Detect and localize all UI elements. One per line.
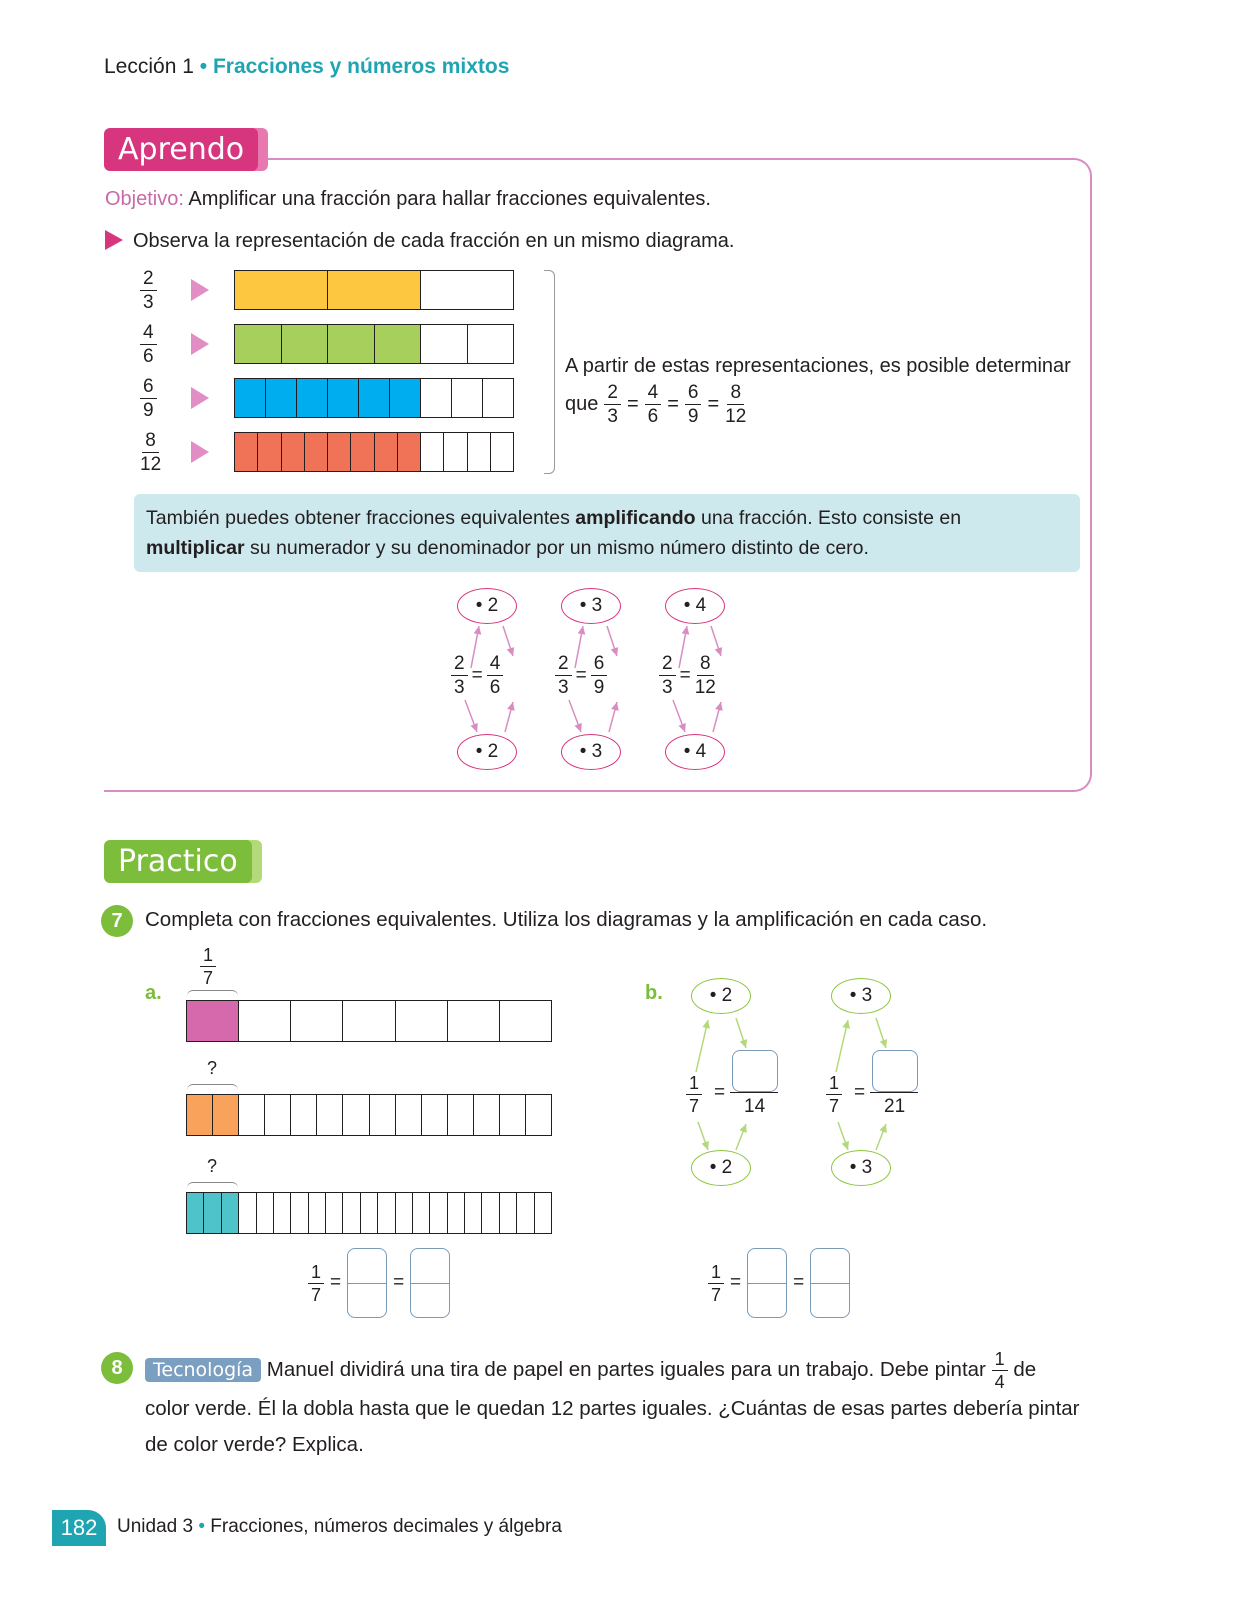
multiplier-oval-bottom <box>691 1150 751 1186</box>
bar-cell-filled <box>375 325 422 363</box>
play-triangle-icon <box>191 279 209 301</box>
multiplier-oval-bottom <box>831 1150 891 1186</box>
equals-sign: = <box>854 1082 866 1103</box>
bar-cell-empty <box>430 1193 447 1233</box>
info-text: una fracción. Esto consiste en <box>695 507 962 529</box>
numerator: 1 <box>200 946 216 967</box>
bar-cell-empty <box>474 1095 500 1135</box>
row-fraction <box>140 431 161 474</box>
amplified-fraction <box>487 654 504 697</box>
conclusion-text: A partir de estas representaciones, es posible determinar <box>565 355 1071 377</box>
fraction-line <box>348 1283 386 1284</box>
bar-cell-empty <box>491 433 513 471</box>
bar-cell-empty <box>309 1193 326 1233</box>
bar-cell-empty <box>326 1193 343 1233</box>
bar-cell-filled <box>328 325 375 363</box>
bar-cell-empty <box>370 1095 396 1135</box>
bar-cell-empty <box>378 1193 395 1233</box>
numerator: 1 <box>686 1074 702 1095</box>
fraction-line <box>870 1092 918 1093</box>
bar-cell-empty <box>422 1095 448 1135</box>
multiplier-oval-bottom <box>561 734 621 770</box>
bar-cell-filled <box>351 433 374 471</box>
numerator: 2 <box>451 654 468 676</box>
bar-cell-empty <box>448 1193 465 1233</box>
denominator: 3 <box>454 677 465 698</box>
row-fraction <box>140 323 157 366</box>
target-denominator: 14 <box>744 1096 766 1117</box>
info-text: También puedes obtener fracciones equivalentes <box>146 507 576 529</box>
denominator: 9 <box>687 406 699 427</box>
unit-fraction-label <box>200 946 216 987</box>
equals-sign: = <box>626 393 639 415</box>
part-a-label: a. <box>145 982 162 1004</box>
amplified-fraction <box>591 654 608 697</box>
play-triangle-icon <box>191 441 209 463</box>
numerator: 4 <box>487 654 504 676</box>
bar-cell-empty <box>239 1095 265 1135</box>
bar-cell-empty <box>421 325 468 363</box>
numerator: 2 <box>604 383 621 405</box>
bar-cell-filled <box>222 1193 239 1233</box>
answer-fraction-box[interactable] <box>810 1248 850 1318</box>
info-bold: multiplicar <box>146 537 245 559</box>
info-box <box>134 494 1080 572</box>
denominator: 9 <box>143 400 154 421</box>
bar-cell-empty <box>468 325 514 363</box>
question-mark-label: ? <box>207 1058 218 1078</box>
multiplier-text: • 2 <box>709 1157 733 1178</box>
practice-bar <box>186 1000 552 1042</box>
equals-sign: = <box>575 664 587 686</box>
conclusion-equation <box>565 383 746 426</box>
bar-cell-filled <box>328 433 351 471</box>
amplification-equation <box>555 654 607 697</box>
fraction-line <box>730 1092 778 1093</box>
bar-cell-empty <box>361 1193 378 1233</box>
objetivo <box>105 188 711 211</box>
answer-fraction-box[interactable] <box>747 1248 787 1318</box>
fraction-bar <box>234 270 514 310</box>
multiplier-text: • 2 <box>475 741 499 762</box>
bar-cell-empty <box>343 1001 395 1041</box>
bar-cell-filled <box>297 379 328 417</box>
bar-cell-empty <box>396 1095 422 1135</box>
row-fraction <box>140 269 157 312</box>
bar-cell-empty <box>500 1095 526 1135</box>
multiplier-text: • 4 <box>683 595 707 616</box>
part-b-label: b. <box>645 982 663 1004</box>
numerator: 6 <box>140 377 157 399</box>
denominator: 9 <box>593 677 605 698</box>
bar-cell-empty <box>291 1095 317 1135</box>
numerator: 8 <box>697 654 714 676</box>
small-brace-icon <box>187 1084 238 1091</box>
denominator: 12 <box>140 454 162 475</box>
denominator: 6 <box>143 346 154 367</box>
bar-cell-filled <box>258 433 281 471</box>
question-mark-label: ? <box>207 1156 218 1176</box>
amplified-fraction <box>695 654 716 697</box>
amplification-exercise <box>826 978 926 1190</box>
bar-cell-filled <box>235 325 282 363</box>
fraction-bar <box>234 432 514 472</box>
tecnologia-tag: Tecnología <box>145 1358 261 1382</box>
play-triangle-icon <box>191 333 209 355</box>
bar-cell-empty <box>468 433 491 471</box>
question-7-number: 7 <box>101 905 133 937</box>
amplification-equation <box>451 654 503 697</box>
fraction-one-fourth <box>992 1350 1008 1391</box>
equals-sign: = <box>714 1082 726 1103</box>
bar-cell-filled <box>266 379 297 417</box>
bar-cell-filled <box>390 379 421 417</box>
bar-cell-empty <box>274 1193 291 1233</box>
objetivo-text: Amplificar una fracción para hallar fracciones equivalentes. <box>188 188 711 210</box>
amplification-diagram <box>662 588 745 772</box>
amplification-equation <box>659 654 716 697</box>
multiplier-text: • 3 <box>849 1157 873 1178</box>
bar-cell-empty <box>465 1193 482 1233</box>
bar-cell-filled <box>235 379 266 417</box>
bar-cell-filled <box>235 433 258 471</box>
multiplier-oval-bottom <box>665 734 725 770</box>
answer-fraction-box[interactable] <box>347 1248 387 1318</box>
bar-cell-empty <box>421 379 452 417</box>
bar-cell-empty <box>343 1095 369 1135</box>
bar-cell-empty <box>448 1095 474 1135</box>
multiplier-text: • 2 <box>709 985 733 1006</box>
info-bold: amplificando <box>575 507 696 529</box>
page-number: 182 <box>52 1510 106 1546</box>
multiplier-text: • 3 <box>579 595 603 616</box>
amplification-diagram <box>454 588 537 772</box>
bar-cell-empty <box>396 1001 448 1041</box>
question-8-line: de <box>1013 1357 1037 1381</box>
numerator: 6 <box>685 383 702 405</box>
play-triangle-icon <box>105 230 123 250</box>
denominator: 3 <box>662 677 673 698</box>
equals-sign: = <box>679 664 691 686</box>
fraction-line <box>811 1283 849 1284</box>
equivalent-fraction <box>685 383 702 426</box>
multiplier-text: • 3 <box>849 985 873 1006</box>
bar-cell-empty <box>535 1193 551 1233</box>
denominator: 6 <box>647 406 659 427</box>
unit-title: Fracciones, números decimales y álgebra <box>210 1516 562 1537</box>
bar-cell-empty <box>448 1001 500 1041</box>
numerator: 2 <box>555 654 572 676</box>
bar-cell-filled <box>398 433 421 471</box>
right-brace-icon <box>544 270 555 474</box>
original-fraction <box>555 654 572 697</box>
given-fraction <box>686 1074 702 1115</box>
observa-instruction <box>105 230 734 253</box>
bar-cell-filled <box>282 433 305 471</box>
que-word: que <box>565 393 599 415</box>
bar-cell-filled <box>305 433 328 471</box>
denominator: 3 <box>607 406 618 427</box>
given-fraction <box>308 1263 324 1304</box>
question-8-line: Manuel dividirá una tira de papel en partes iguales para un trabajo. Debe pintar <box>266 1357 986 1381</box>
bar-cell-filled <box>204 1193 221 1233</box>
bar-cell-empty <box>265 1095 291 1135</box>
bar-cell-empty <box>396 1193 413 1233</box>
given-fraction <box>708 1263 724 1304</box>
bar-cell-empty <box>291 1001 343 1041</box>
amplification-exercise <box>686 978 786 1190</box>
practice-bar <box>186 1192 552 1234</box>
bar-cell-empty <box>500 1001 551 1041</box>
aprendo-tag: Aprendo <box>104 128 258 171</box>
play-triangle-icon <box>191 387 209 409</box>
practico-tag: Practico <box>104 840 252 883</box>
equals-sign: = <box>707 393 720 415</box>
bar-cell-filled <box>328 271 421 309</box>
lesson-header <box>104 55 509 79</box>
denominator: 12 <box>725 406 747 427</box>
numerator-answer-box[interactable] <box>872 1050 918 1092</box>
lesson-topic: Fracciones y números mixtos <box>212 55 510 78</box>
bar-cell-filled <box>359 379 390 417</box>
info-text: su numerador y su denominador por un mismo número distinto de cero. <box>244 537 869 559</box>
target-denominator: 21 <box>884 1096 906 1117</box>
bar-cell-empty <box>421 271 513 309</box>
numerator: 2 <box>140 269 157 291</box>
fraction-bar <box>234 324 514 364</box>
denominator: 7 <box>711 1284 722 1305</box>
multiplier-oval-top <box>831 978 891 1014</box>
fraction-line <box>748 1283 786 1284</box>
original-fraction <box>451 654 468 697</box>
lesson-label: Lección 1 <box>104 55 194 78</box>
small-brace-icon <box>187 1182 238 1189</box>
bar-cell-filled <box>375 433 398 471</box>
numerator: 1 <box>992 1350 1008 1371</box>
question-8-line: color verde. Él la dobla hasta que le quedan 12 partes iguales. ¿Cuántas de esas partes debería pintar <box>145 1397 1080 1420</box>
unit-label: Unidad 3 <box>117 1516 194 1537</box>
multiplier-oval-top <box>665 588 725 624</box>
multiplier-oval-top <box>691 978 751 1014</box>
multiplier-text: • 2 <box>475 595 499 616</box>
footer-unit <box>117 1516 562 1538</box>
bar-cell-empty <box>421 433 444 471</box>
denominator: 3 <box>143 292 154 313</box>
bar-cell-empty <box>239 1193 256 1233</box>
multiplier-oval-top <box>457 588 517 624</box>
row-fraction <box>140 377 157 420</box>
bar-cell-empty <box>413 1193 430 1233</box>
denominator: 7 <box>829 1096 840 1116</box>
bar-cell-filled <box>213 1095 239 1135</box>
equals-sign: = <box>793 1272 805 1293</box>
question-8-number: 8 <box>101 1352 133 1384</box>
bar-cell-empty <box>343 1193 360 1233</box>
denominator: 4 <box>994 1372 1005 1392</box>
bar-cell-filled <box>235 271 328 309</box>
bar-cell-filled <box>187 1193 204 1233</box>
bar-cell-empty <box>257 1193 274 1233</box>
numerator: 1 <box>308 1263 324 1284</box>
footer-bullet: • <box>198 1516 205 1537</box>
equals-sign: = <box>667 393 679 415</box>
original-fraction <box>659 654 676 697</box>
denominator: 6 <box>489 677 501 698</box>
numerator: 1 <box>708 1263 724 1284</box>
numerator: 6 <box>591 654 608 676</box>
bar-cell-filled <box>282 325 329 363</box>
part-b-answer-row <box>708 1248 850 1318</box>
bar-cell-empty <box>317 1095 343 1135</box>
denominator: 7 <box>689 1096 700 1116</box>
denominator: 12 <box>694 677 716 698</box>
bar-cell-empty <box>291 1193 308 1233</box>
question-7-text: Completa con fracciones equivalentes. Utiliza los diagramas y la amplificación en cada caso. <box>145 908 988 931</box>
question-8-text <box>145 1350 1095 1463</box>
practice-bar <box>186 1094 552 1136</box>
bar-cell-filled <box>187 1001 239 1041</box>
numerator: 4 <box>140 323 157 345</box>
bar-cell-empty <box>239 1001 291 1041</box>
bar-cell-empty <box>452 379 483 417</box>
numerator: 1 <box>826 1074 842 1095</box>
bar-cell-empty <box>500 1193 517 1233</box>
denominator: 7 <box>203 968 214 988</box>
bar-cell-filled <box>328 379 359 417</box>
header-bullet: • <box>199 55 208 78</box>
equals-sign: = <box>471 664 483 686</box>
bar-cell-filled <box>187 1095 213 1135</box>
bar-cell-empty <box>483 379 513 417</box>
multiplier-text: • 4 <box>683 741 707 762</box>
multiplier-oval-bottom <box>457 734 517 770</box>
fraction-line <box>411 1283 449 1284</box>
numerator: 4 <box>645 383 662 405</box>
objetivo-label: Objetivo: <box>105 188 184 210</box>
equals-sign: = <box>730 1272 742 1293</box>
multiplier-text: • 3 <box>579 741 603 762</box>
denominator: 7 <box>311 1284 322 1305</box>
observa-text: Observa la representación de cada fracción en un mismo diagrama. <box>133 230 735 252</box>
numerator: 2 <box>659 654 676 676</box>
amplification-diagram <box>558 588 641 772</box>
bar-cell-empty <box>444 433 467 471</box>
answer-fraction-box[interactable] <box>410 1248 450 1318</box>
denominator: 3 <box>558 677 569 698</box>
numerator: 8 <box>727 383 744 405</box>
part-a-answer-row <box>308 1248 450 1318</box>
small-brace-icon <box>187 990 238 997</box>
equals-sign: = <box>330 1272 342 1293</box>
numerator-answer-box[interactable] <box>732 1050 778 1092</box>
equals-sign: = <box>393 1272 405 1293</box>
equivalent-fraction <box>645 383 662 426</box>
equivalent-fraction <box>604 383 621 426</box>
numerator: 8 <box>142 431 159 453</box>
fraction-bar <box>234 378 514 418</box>
multiplier-oval-top <box>561 588 621 624</box>
given-fraction <box>826 1074 842 1115</box>
bar-cell-empty <box>517 1193 534 1233</box>
equivalent-fraction <box>725 383 746 426</box>
bar-cell-empty <box>526 1095 551 1135</box>
question-8-line: de color verde? Explica. <box>145 1433 364 1456</box>
bar-cell-empty <box>482 1193 499 1233</box>
